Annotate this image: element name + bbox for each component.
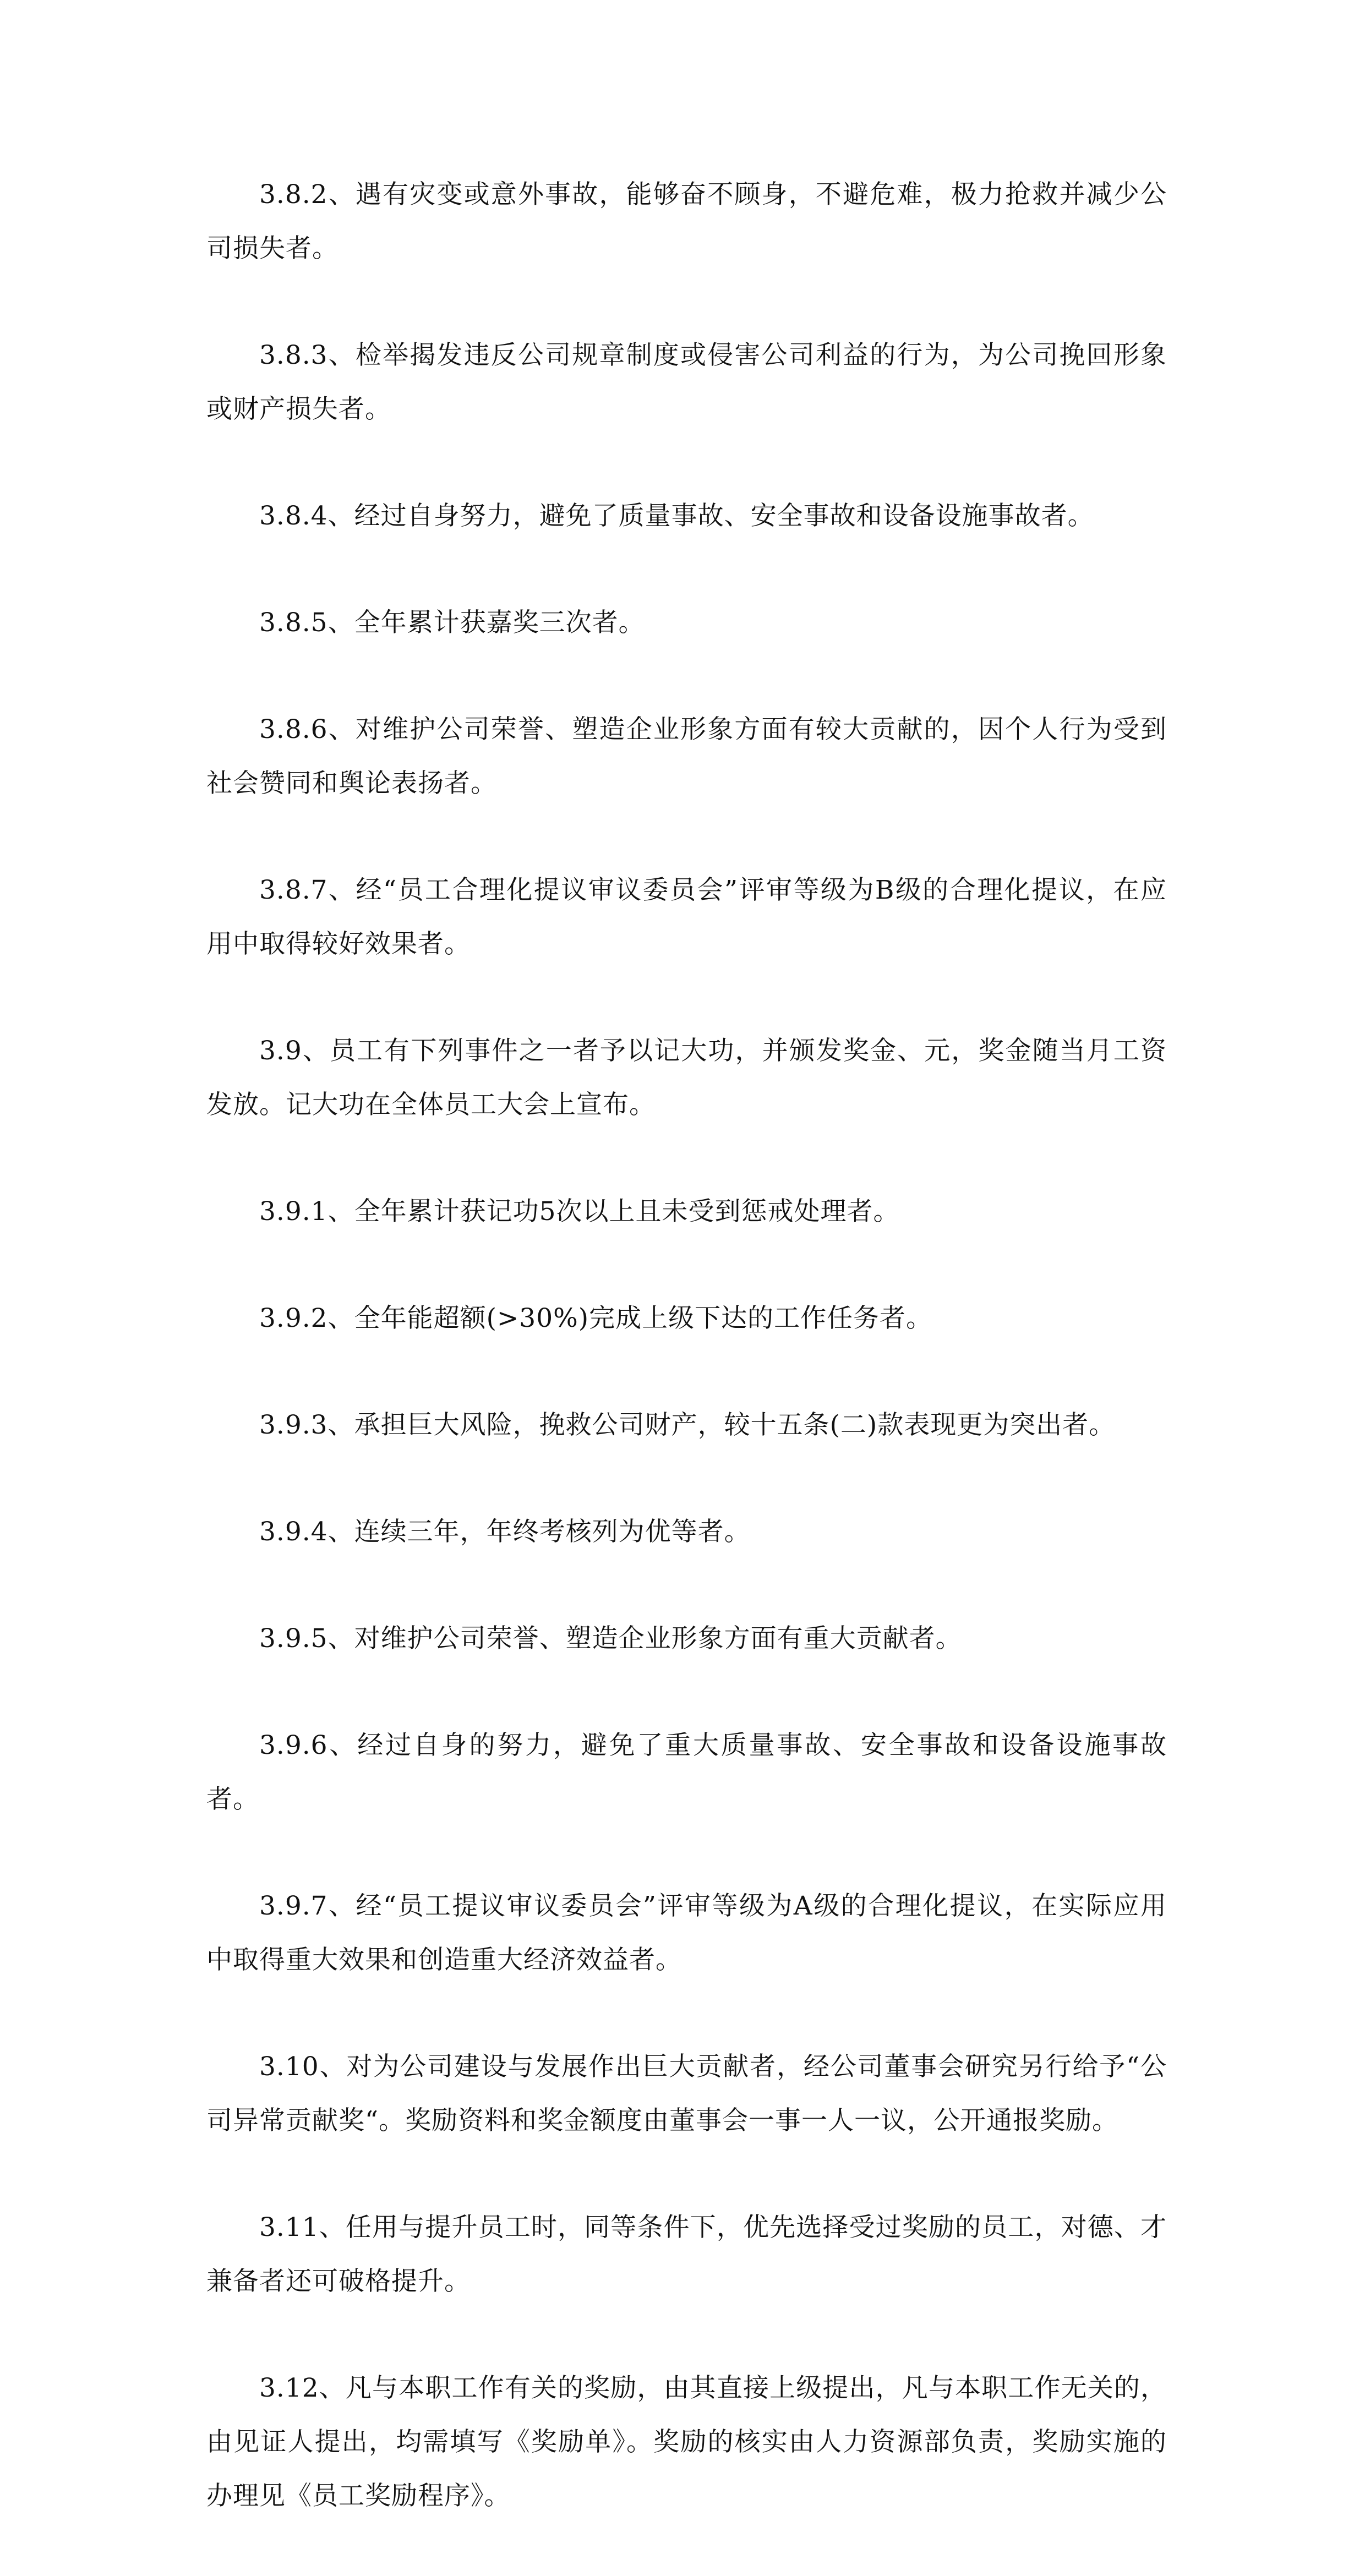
document-body [206, 168, 1167, 2576]
paragraph-3-9-4: 3.9.4、连续三年，年终考核列为优等者。 [259, 1517, 751, 1547]
paragraph-3-12: 3.12、凡与本职工作有关的奖励，由其直接上级提出，凡与本职工作无关的，由见证人提出，均需填写《奖励单》。奖励的核实由人力资源部负责，奖励实施的办理见《员工奖励程序》。 [206, 2373, 1167, 2511]
paragraph-3-10: 3.10、对为公司建设与发展作出巨大贡献者，经公司董事会研究另行给予“公司异常贡献奖“。奖励资料和奖金额度由董事会一事一人一议，公开通报奖励。 [206, 2052, 1167, 2136]
paragraph-3-9: 3.9、员工有下列事件之一者予以记大功，并颁发奖金、元，奖金随当月工资发放。记大功在全体员工大会上宣布。 [206, 1036, 1167, 1120]
paragraph-3-8-7: 3.8.7、经“员工合理化提议审议委员会”评审等级为B级的合理化提议，在应用中取得较好效果者。 [206, 875, 1167, 959]
paragraph-3-8-2: 3.8.2、遇有灾变或意外事故，能够奋不顾身，不避危难，极力抢救并减少公司损失者。 [206, 179, 1167, 264]
paragraph-3-9-5: 3.9.5、对维护公司荣誉、塑造企业形象方面有重大贡献者。 [259, 1623, 962, 1654]
paragraph-3-9-3: 3.9.3、承担巨大风险，挽救公司财产，较十五条(二)款表现更为突出者。 [259, 1410, 1116, 1440]
paragraph-3-9-1: 3.9.1、全年累计获记功5次以上且未受到惩戒处理者。 [259, 1196, 900, 1227]
paragraph-3-8-6: 3.8.6、对维护公司荣誉、塑造企业形象方面有较大贡献的，因个人行为受到社会赞同和舆论表扬者。 [206, 714, 1167, 798]
paragraph-3-8-5: 3.8.5、全年累计获嘉奖三次者。 [259, 608, 645, 638]
paragraph-3-9-2: 3.9.2、全年能超额(>30%)完成上级下达的工作任务者。 [259, 1303, 933, 1333]
paragraph-3-8-4: 3.8.4、经过自身努力，避免了质量事故、安全事故和设备设施事故者。 [259, 501, 1094, 531]
paragraph-3-9-7: 3.9.7、经“员工提议审议委员会”评审等级为A级的合理化提议，在实际应用中取得重大效果和创造重大经济效益者。 [206, 1891, 1167, 1975]
paragraph-3-11: 3.11、任用与提升员工时，同等条件下，优先选择受过奖励的员工，对德、才兼备者还可破格提升。 [206, 2212, 1167, 2296]
paragraph-3-8-3: 3.8.3、检举揭发违反公司规章制度或侵害公司利益的行为，为公司挽回形象或财产损失者。 [206, 340, 1167, 424]
paragraph-3-9-6: 3.9.6、经过自身的努力，避免了重大质量事故、安全事故和设备设施事故者。 [206, 1730, 1167, 1814]
